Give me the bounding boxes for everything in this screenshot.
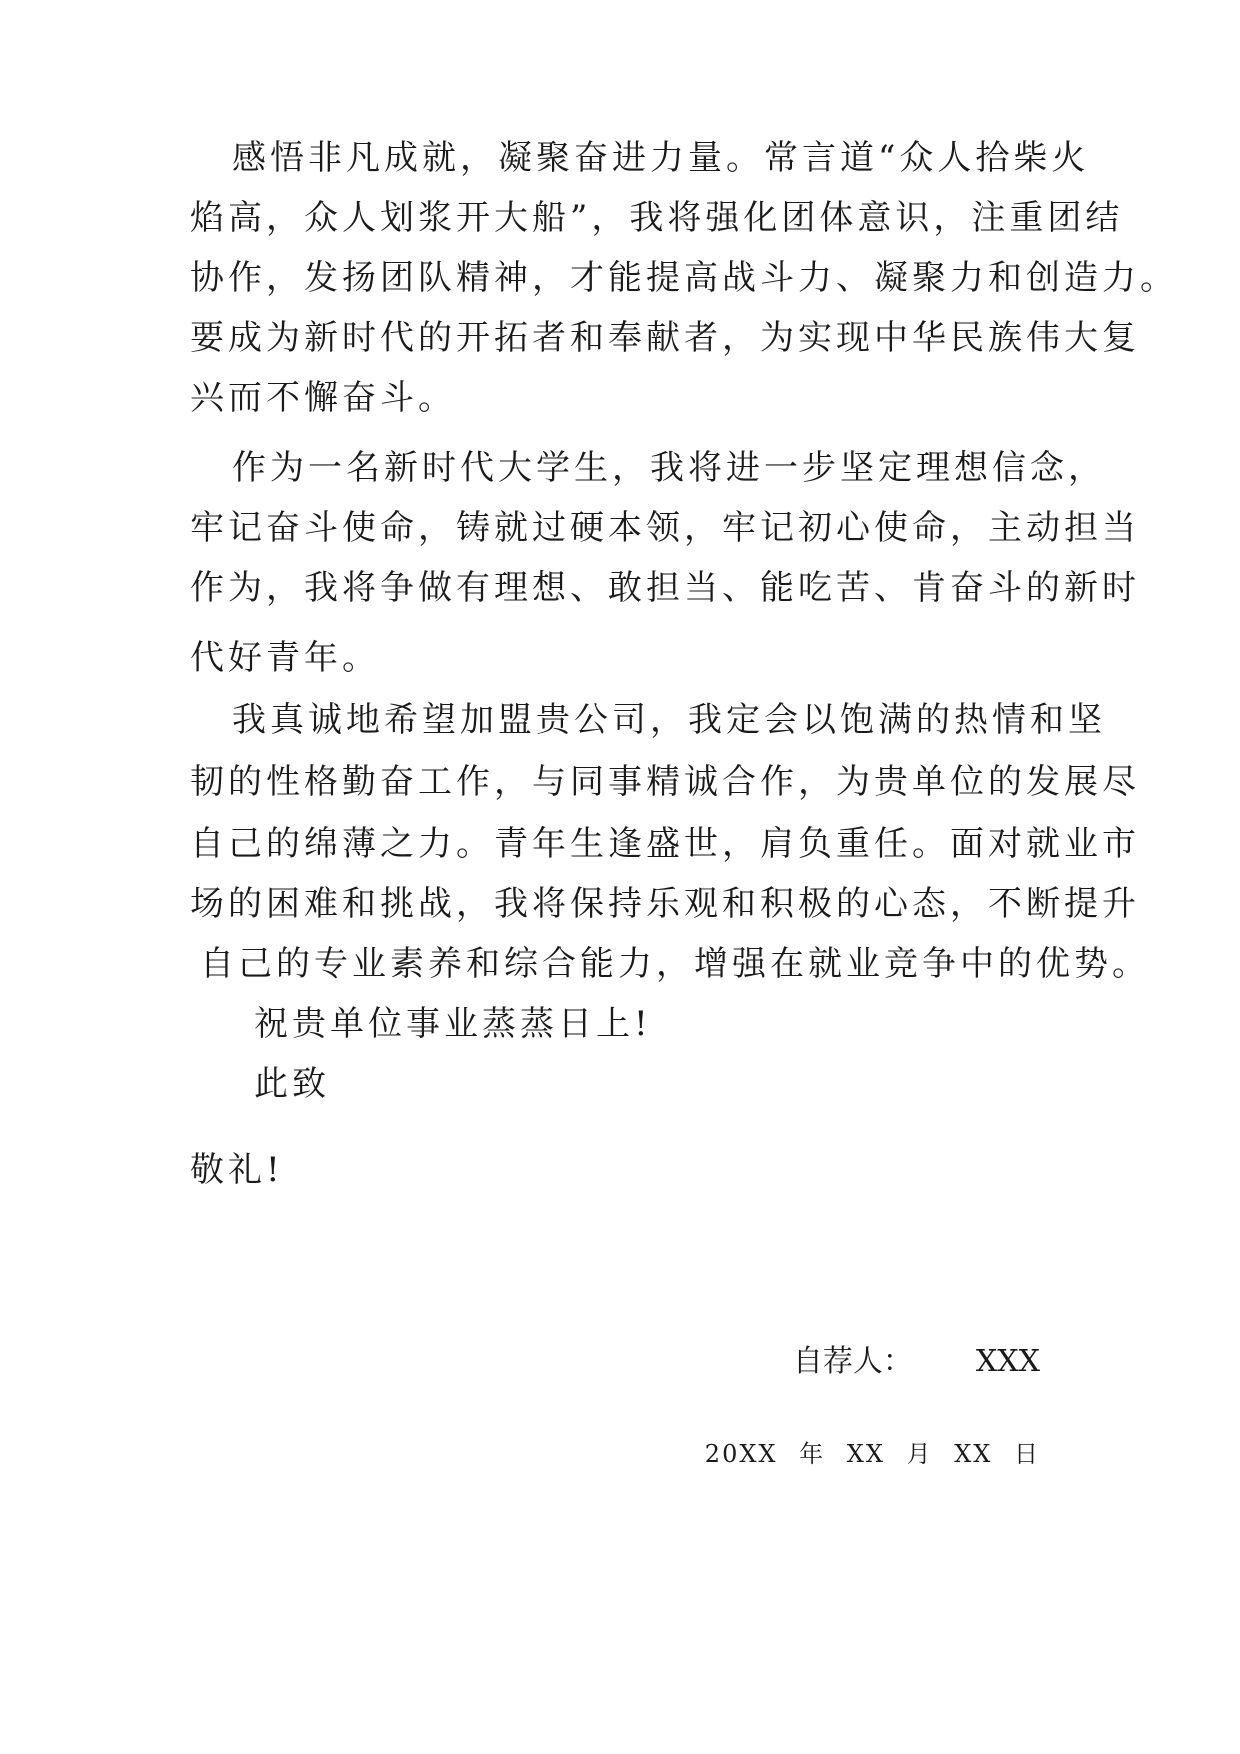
paragraph-2-line-2: 牢记奋斗使命，铸就过硬本领，牢记初心使命，主动担当 <box>190 508 1140 548</box>
paragraph-3-line-1: 我真诚地希望加盟贵公司，我定会以饱满的热情和坚 <box>232 700 1106 740</box>
paragraph-1-line-2: 焰高，众人划浆开大船”，我将强化团体意识，注重团结 <box>190 198 1124 238</box>
signature-label: 自荐人： <box>792 1344 913 1379</box>
paragraph-3-line-5: 自己的专业素养和综合能力，增强在就业竞争中的优势。 <box>200 944 1150 984</box>
paragraph-1-line-3: 协作，发扬团队精神，才能提高战斗力、凝聚力和创造力。 <box>190 258 1178 298</box>
closing-jing-li: 敬礼! <box>190 1150 284 1190</box>
paragraph-3-line-3: 自己的绵薄之力。青年生逢盛世，肩负重任。面对就业市 <box>190 824 1140 864</box>
paragraph-2-line-3: 作为，我将争做有理想、敢担当、能吃苦、肯奋斗的新时 <box>190 568 1140 608</box>
paragraph-2-line-4: 代好青年。 <box>190 638 380 678</box>
signature-date: 20XX 年 XX 月 XX 日 <box>704 1440 1040 1468</box>
paragraph-1-line-1: 感悟非凡成就，凝聚奋进力量。常言道“众人拾柴火 <box>232 138 1090 178</box>
signature-name: XXX <box>975 1344 1040 1379</box>
paragraph-3-line-2: 韧的性格勤奋工作，与同事精诚合作，为贵单位的发展尽 <box>190 762 1140 802</box>
closing-wish: 祝贵单位事业蒸蒸日上! <box>254 1004 652 1044</box>
paragraph-1-line-5: 兴而不懈奋斗。 <box>190 378 456 418</box>
paragraph-2-line-1: 作为一名新时代大学生，我将进一步坚定理想信念， <box>232 448 1106 488</box>
paragraph-3-line-4: 场的困难和挑战，我将保持乐观和积极的心态，不断提升 <box>190 884 1140 924</box>
signature-line <box>793 1342 1040 1382</box>
paragraph-1-line-4: 要成为新时代的开拓者和奉献者，为实现中华民族伟大复 <box>190 318 1140 358</box>
closing-ci-zhi: 此致 <box>254 1064 330 1104</box>
